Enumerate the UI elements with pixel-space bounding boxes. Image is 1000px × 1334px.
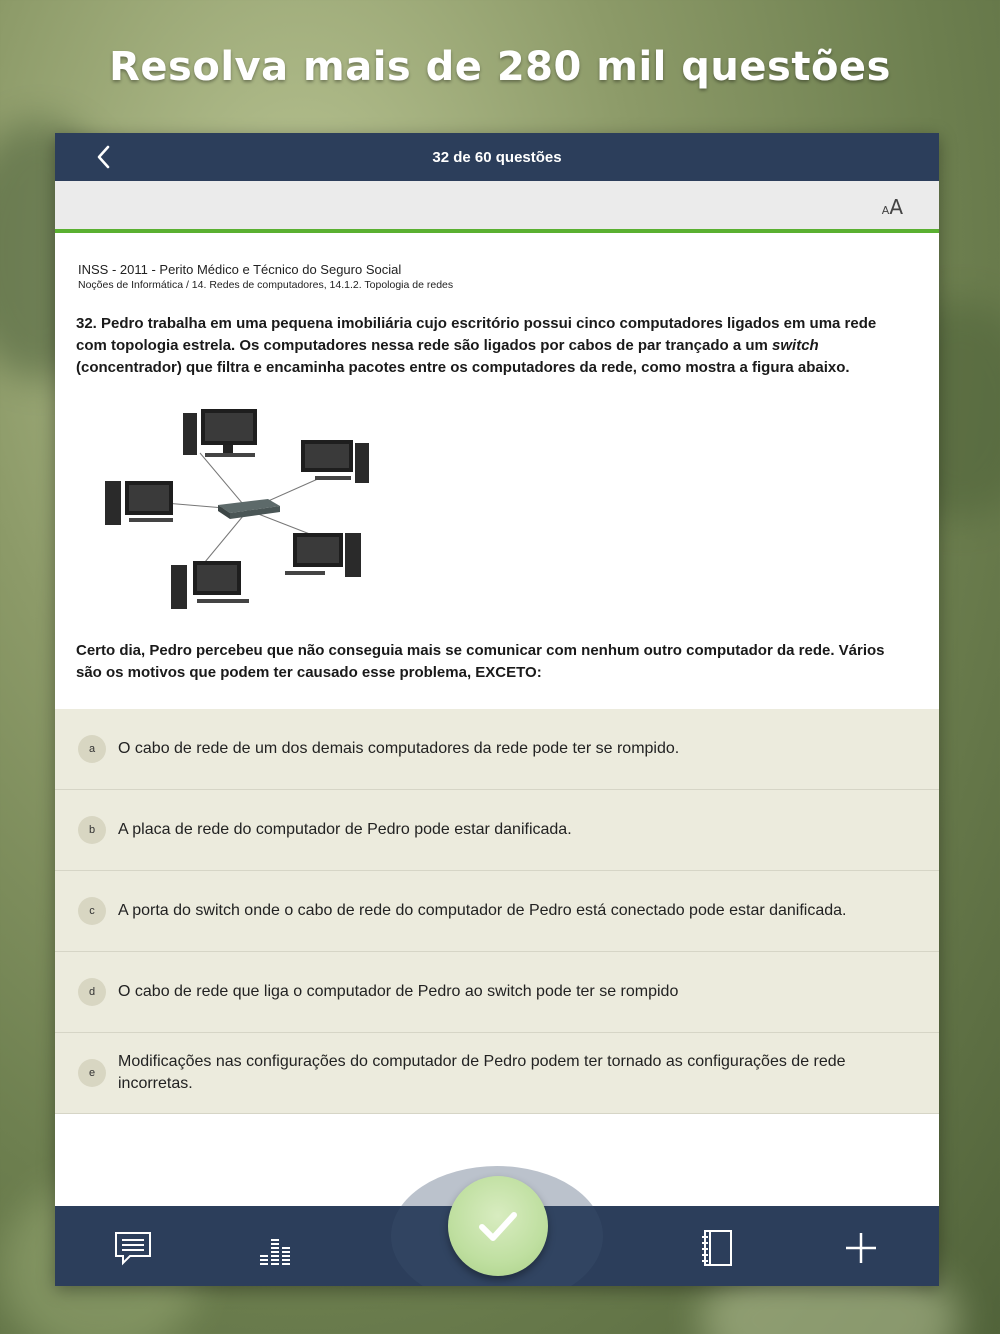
- option-letter: b: [78, 816, 106, 844]
- computer-bottom: [171, 561, 249, 609]
- option-text: Modificações nas configurações do computador de Pedro podem ter tornado as configurações de rede incorretas.: [118, 1053, 846, 1092]
- option-text: O cabo de rede que liga o computador de Pedro ao switch pode ter se rompido: [118, 983, 679, 1000]
- computer-top: [183, 409, 257, 457]
- star-topology-figure: [105, 403, 385, 613]
- question-meta: [55, 233, 939, 292]
- option-e[interactable]: [55, 1033, 939, 1114]
- bottom-nav: [55, 1206, 939, 1286]
- option-text: O cabo de rede de um dos demais computadores da rede pode ter se rompido.: [118, 740, 680, 757]
- question-text-italic: switch: [772, 337, 819, 354]
- plus-icon: [841, 1228, 881, 1268]
- notebook-icon: [697, 1228, 737, 1268]
- question-counter: 32 de 60 questões: [432, 148, 562, 166]
- notebook-button[interactable]: [697, 1228, 737, 1268]
- computer-right-bottom: [285, 533, 361, 577]
- computer-right-top: [301, 440, 369, 483]
- option-letter: d: [78, 978, 106, 1006]
- statistics-button[interactable]: [257, 1228, 297, 1268]
- question-text-part1: 32. Pedro trabalha em uma pequena imobiliária cujo escritório possui cinco computadores ligados em uma rede com topologia estrela. Os computadores nessa rede são ligados por cabos de par trançado a um: [76, 315, 877, 354]
- option-a[interactable]: [55, 709, 939, 790]
- stats-icon: [257, 1228, 297, 1268]
- promo-headline: Resolva mais de 280 mil questões: [109, 44, 891, 90]
- top-bar: [55, 133, 939, 181]
- answer-options: [55, 709, 939, 1114]
- question-text-part2: (concentrador) que filtra e encaminha pacotes entre os computadores da rede, como mostra a figura abaixo.: [76, 359, 850, 376]
- back-button[interactable]: [91, 143, 119, 171]
- option-text: A placa de rede do computador de Pedro pode estar danificada.: [118, 821, 572, 838]
- font-size-button[interactable]: [882, 195, 903, 219]
- computer-left: [105, 481, 173, 525]
- confirm-answer-button[interactable]: [448, 1176, 548, 1276]
- app-screen: [55, 133, 939, 1286]
- option-letter: c: [78, 897, 106, 925]
- option-b[interactable]: [55, 790, 939, 871]
- option-d[interactable]: [55, 952, 939, 1033]
- switch-device: [218, 499, 280, 519]
- font-size-small-glyph: A: [881, 204, 890, 217]
- font-size-big-glyph: A: [889, 195, 903, 219]
- option-letter: a: [78, 735, 106, 763]
- option-letter: e: [78, 1059, 106, 1087]
- question-prompt: Certo dia, Pedro percebeu que não conseguia mais se comunicar com nenhum outro computador da rede. Vários são os motivos que podem ter causado esse problema, EXCETO:: [76, 642, 885, 681]
- chevron-left-icon: [91, 143, 119, 171]
- comments-button[interactable]: [113, 1228, 153, 1268]
- option-c[interactable]: [55, 871, 939, 952]
- network-diagram: [105, 403, 385, 613]
- comment-icon: [113, 1228, 153, 1268]
- reading-toolbar: [55, 181, 939, 233]
- option-text: A porta do switch onde o cabo de rede do computador de Pedro está conectado pode estar danificada.: [118, 902, 847, 919]
- topic-path: Noções de Informática / 14. Redes de computadores, 14.1.2. Topologia de redes: [78, 279, 454, 291]
- question-text: [55, 292, 939, 379]
- check-icon: [472, 1200, 524, 1252]
- exam-source: INSS - 2011 - Perito Médico e Técnico do Seguro Social: [78, 262, 402, 277]
- add-button[interactable]: [841, 1228, 881, 1268]
